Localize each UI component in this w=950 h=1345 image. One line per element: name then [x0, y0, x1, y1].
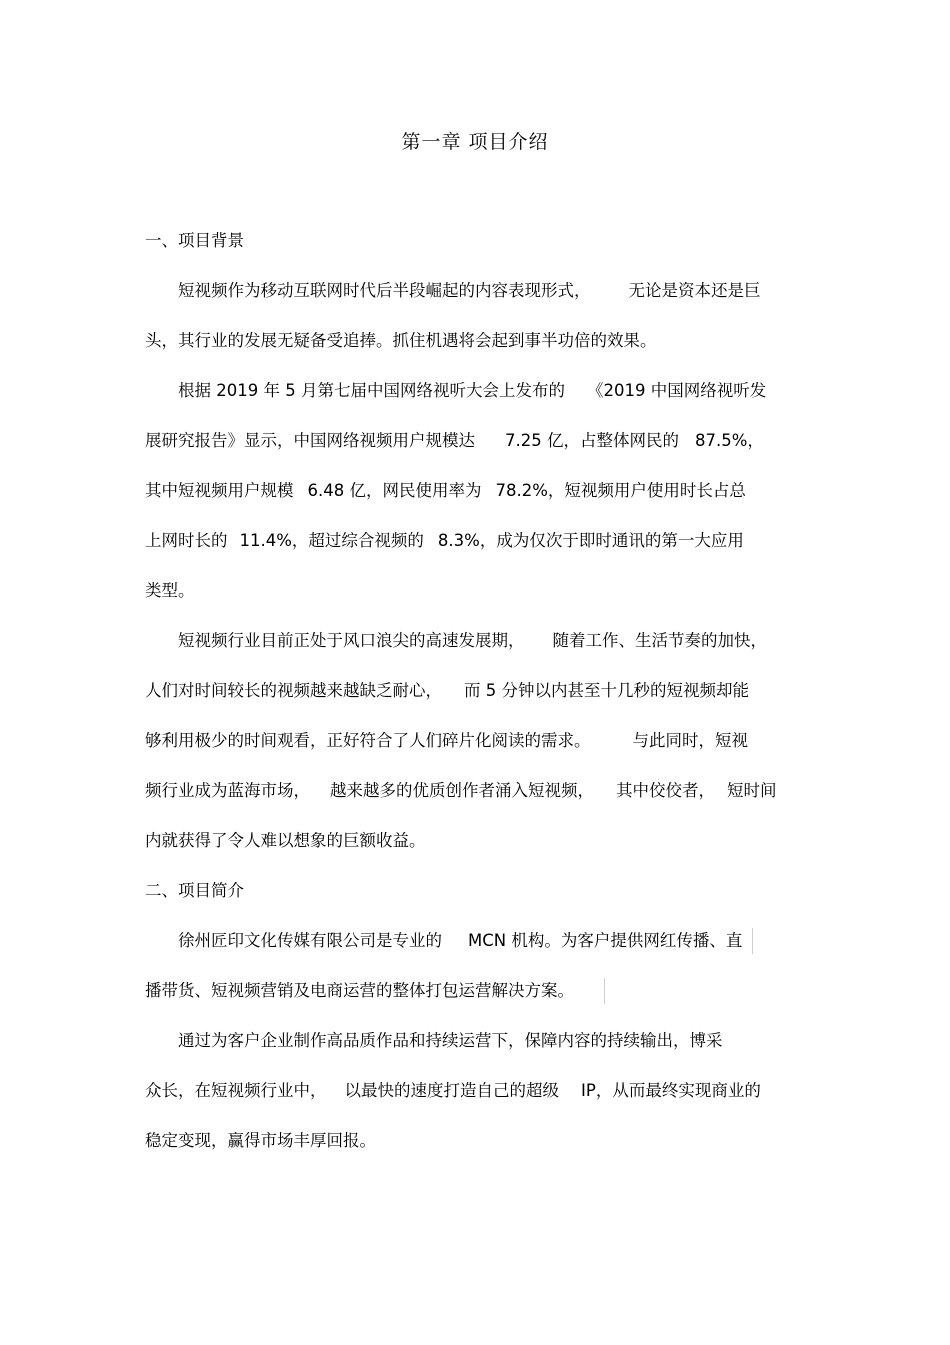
text-line: 头，其行业的发展无疑备受追捧。抓住机遇将会起到事半功倍的效果。: [145, 331, 657, 350]
text-line: 内就获得了令人难以想象的巨额收益。: [145, 831, 426, 850]
text-line: 类型。: [145, 581, 195, 600]
text-line: 人们对时间较长的视频越来越缺乏耐心， 而 5 分钟以内甚至十几秒的短视频却能: [145, 681, 749, 700]
text-line: 通过为客户企业制作高品质作品和持续运营下，保障内容的持续输出，博采: [178, 1031, 723, 1050]
text-line: 展研究报告》显示，中国网络视频用户规模达 7.25 亿，占整体网民的 87.5%，: [145, 431, 764, 450]
text-line: 稳定变现，赢得市场丰厚回报。: [145, 1131, 376, 1150]
text-line: 其中短视频用户规模 6.48 亿，网民使用率为 78.2%，短视频用户使用时长占总: [145, 481, 746, 500]
text-line: 上网时长的 11.4%，超过综合视频的 8.3%，成为仅次于即时通讯的第一大应用: [145, 531, 744, 550]
text-line: 根据 2019 年 5 月第七届中国网络视听大会上发布的 《2019 中国网络视听发: [178, 381, 767, 400]
text-line: 徐州匠印文化传媒有限公司是专业的 MCN 机构。为客户提供网红传播、直: [178, 928, 753, 954]
text-line: 短视频行业目前正处于风口浪尖的高速发展期， 随着工作、生活节奏的加快，: [178, 631, 767, 650]
text-line: 播带货、短视频营销及电商运营的整体打包运营解决方案。: [145, 978, 605, 1004]
text-line: 众长，在短视频行业中， 以最快的速度打造自己的超级 IP，从而最终实现商业的: [145, 1081, 761, 1100]
text-line: 频行业成为蓝海市场， 越来越多的优质创作者涌入短视频， 其中佼佼者， 短时间: [145, 781, 777, 800]
section-heading-background: 一、项目背景: [145, 231, 244, 250]
section-heading-intro: 二、项目简介: [145, 881, 244, 900]
text-line: 够利用极少的时间观看，正好符合了人们碎片化阅读的需求。 与此同时，短视: [145, 731, 748, 750]
text-line: 短视频作为移动互联网时代后半段崛起的内容表现形式， 无论是资本还是巨: [178, 281, 761, 300]
chapter-title: 第一章 项目介绍: [401, 131, 549, 153]
